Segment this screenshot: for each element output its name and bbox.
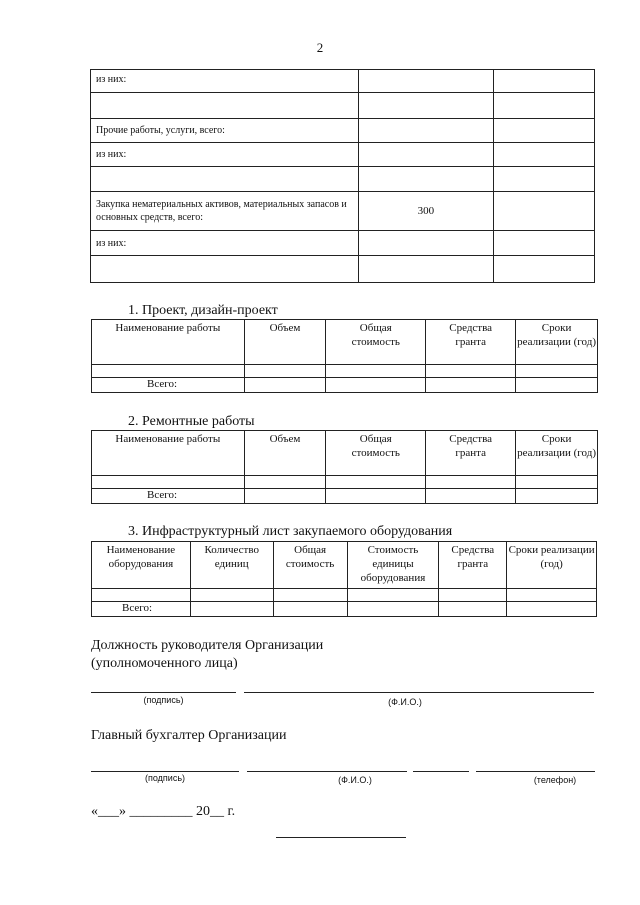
row-value [358, 93, 494, 119]
table-row [91, 70, 595, 93]
header-cell: Объем [244, 320, 326, 365]
expense-table [90, 69, 595, 283]
signature-caption: (подпись) [143, 695, 184, 705]
header-row [92, 542, 597, 589]
row-value [358, 70, 494, 93]
table-row [92, 365, 598, 378]
table-row [91, 119, 595, 143]
total-row [92, 602, 597, 617]
header-cell: Общая стоимость [273, 542, 347, 589]
row-value [358, 119, 494, 143]
header-cell: Сроки реализации (год) [516, 320, 598, 365]
header-cell: Средства гранта [439, 542, 507, 589]
header-cell: Количество единиц [190, 542, 273, 589]
head-position-label: Должность руководителя Организации [91, 638, 324, 653]
row-value [358, 256, 494, 283]
table-row [92, 589, 597, 602]
total-label: Всего: [92, 602, 191, 617]
signature-line [91, 771, 239, 772]
section-2-table [91, 430, 598, 504]
row-value [358, 231, 494, 256]
signature-line [91, 692, 236, 693]
name-caption: (Ф.И.О.) [338, 775, 372, 785]
name-line [247, 771, 407, 772]
section-2-title: 2. Ремонтные работы [128, 414, 255, 429]
row-value: 300 [358, 192, 494, 231]
signature-caption: (подпись) [144, 773, 186, 783]
head-position-label-2: (уполномоченного лица) [91, 656, 238, 671]
section-1-title: 1. Проект, дизайн-проект [128, 303, 278, 318]
table-row [92, 476, 598, 489]
header-cell: Наименование работы [92, 320, 245, 365]
header-cell: Сроки реализации (год) [507, 542, 597, 589]
table-row [91, 143, 595, 167]
table-row [91, 256, 595, 283]
section-3-title: 3. Инфраструктурный лист закупаемого оборудования [128, 524, 453, 539]
table-row [91, 167, 595, 192]
header-cell: Сроки реализации (год) [516, 431, 598, 476]
row-value [358, 167, 494, 192]
total-row [92, 489, 598, 504]
header-cell: Наименование оборудования [92, 542, 191, 589]
table-row [91, 192, 595, 231]
row-label [91, 93, 359, 119]
total-label: Всего: [92, 378, 245, 393]
row-label [91, 256, 359, 283]
row-label: из них: [91, 70, 359, 93]
header-cell: Наименование работы [92, 431, 245, 476]
row-label [91, 167, 359, 192]
section-1-table [91, 319, 598, 393]
section-3-table [91, 541, 597, 617]
header-cell: Средства гранта [426, 320, 516, 365]
header-cell: Стоимость единицы оборудования [347, 542, 439, 589]
name-caption: (Ф.И.О.) [388, 697, 422, 707]
page-number: 2 [316, 40, 324, 55]
header-cell: Общая стоимость [326, 431, 426, 476]
phone-line [476, 771, 595, 772]
stamp-line [276, 837, 406, 838]
table-row [91, 231, 595, 256]
accountant-title: Главный бухгалтер Организации [91, 728, 287, 743]
total-row [92, 378, 598, 393]
row-label: из них: [91, 231, 359, 256]
total-label: Всего: [92, 489, 245, 504]
phone-caption: (телефон) [533, 775, 577, 785]
date-line: «___» _________ 20__ г. [91, 804, 236, 819]
row-label: Закупка нематериальных активов, материальных запасов и основных средств, всего: [91, 192, 359, 231]
row-label: из них: [91, 143, 359, 167]
header-cell: Общая стоимость [326, 320, 426, 365]
header-row [92, 431, 598, 476]
name-line-extra [413, 771, 469, 772]
row-label: Прочие работы, услуги, всего: [91, 119, 359, 143]
name-line [244, 692, 594, 693]
row-value [358, 143, 494, 167]
table-row [91, 93, 595, 119]
header-row [92, 320, 598, 365]
header-cell: Объем [244, 431, 326, 476]
header-cell: Средства гранта [426, 431, 516, 476]
